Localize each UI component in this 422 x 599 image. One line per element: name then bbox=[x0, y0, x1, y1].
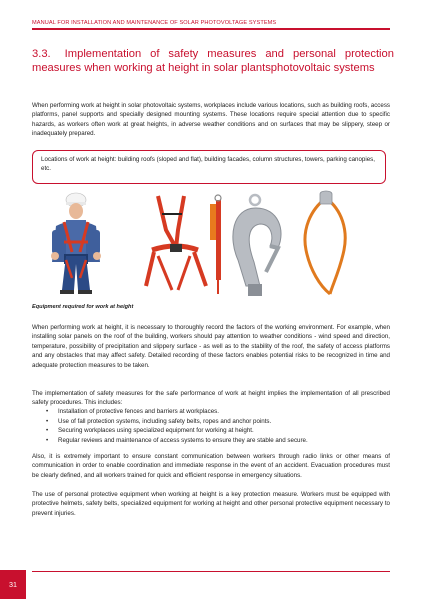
list-item: • Regular reviews and maintenance of access systems to ensure they are stable and secure. bbox=[46, 436, 386, 446]
figure-caption: Equipment required for work at height bbox=[32, 304, 134, 310]
footer-rule bbox=[32, 571, 390, 572]
list-item: • Installation of protective fences and barriers at workplaces. bbox=[46, 407, 386, 417]
section-heading bbox=[32, 48, 394, 75]
page-number: 31 bbox=[0, 570, 26, 599]
section-number: 3.3. bbox=[32, 48, 51, 60]
list-item: • Securing workplaces using specialized equipment for working at height. bbox=[46, 426, 386, 436]
section-title: Implementation of safety measures and personal protection measures when working at height in solar plantsphotovoltaic systems bbox=[32, 48, 394, 74]
environment-paragraph: When performing work at height, it is necessary to thoroughly record the factors of the working environment. For example, when installing solar panels on the roof of the building, workers should pay attention to weather conditions - wind speed and direction, temperature, possibility of precipitation and slippery surface - as well as to the stability of the roof, the safety of access platforms and any obstacles that may affect safety. Detailed recording of these factors enables potential risks to be recognized in time and adequate protection measures to be taken. bbox=[32, 324, 390, 369]
communication-paragraph: Also, it is extremely important to ensure constant communication between workers through radio links or other means of communication in order to enable coordination and immediate response in the event of an accident. Evacuation procedures must be clearly defined, and all workers trained for quick and efficient response in emergency situations. bbox=[32, 453, 390, 479]
lanyard-rope-photo bbox=[290, 190, 360, 298]
callout-box bbox=[32, 150, 386, 184]
callout-text: Locations of work at height: building roofs (sloped and flat), building facades, column structures, towers, parking canopies, etc. bbox=[41, 156, 375, 173]
list-item: • Use of fall protection systems, including safety belts, ropes and anchor points. bbox=[46, 417, 386, 427]
header-rule bbox=[32, 28, 390, 30]
snap-hook-photo bbox=[226, 190, 286, 298]
ppe-paragraph: The use of personal protective equipment when working at height is a key protection measure. Workers must be equipped with protective helmets, safety belts, specialized equipment for working at height and other personal protective equipment necessary to prevent injuries. bbox=[32, 491, 390, 517]
procedures-paragraph: The implementation of safety measures for the safe performance of work at height implies the implementation of all prescribed safety procedures. This includes: bbox=[32, 390, 390, 407]
full-body-harness-photo bbox=[132, 190, 230, 298]
intro-paragraph: When performing work at height in solar photovoltaic systems, workplaces include various locations, such as building roofs, access platforms, panel supports and specially designed mounting systems. These locations require special attention due to specific hazards, as workers often work at great heights, in adverse weather conditions and on surfaces that may be slippery, steep or inadequately prepared. bbox=[32, 102, 391, 138]
worker-harness-photo bbox=[44, 190, 108, 296]
header-title: MANUAL FOR INSTALLATION AND MAINTENANCE OF SOLAR PHOTOVOLTAGE SYSTEMS bbox=[32, 20, 277, 26]
safety-measures-list bbox=[46, 407, 386, 445]
